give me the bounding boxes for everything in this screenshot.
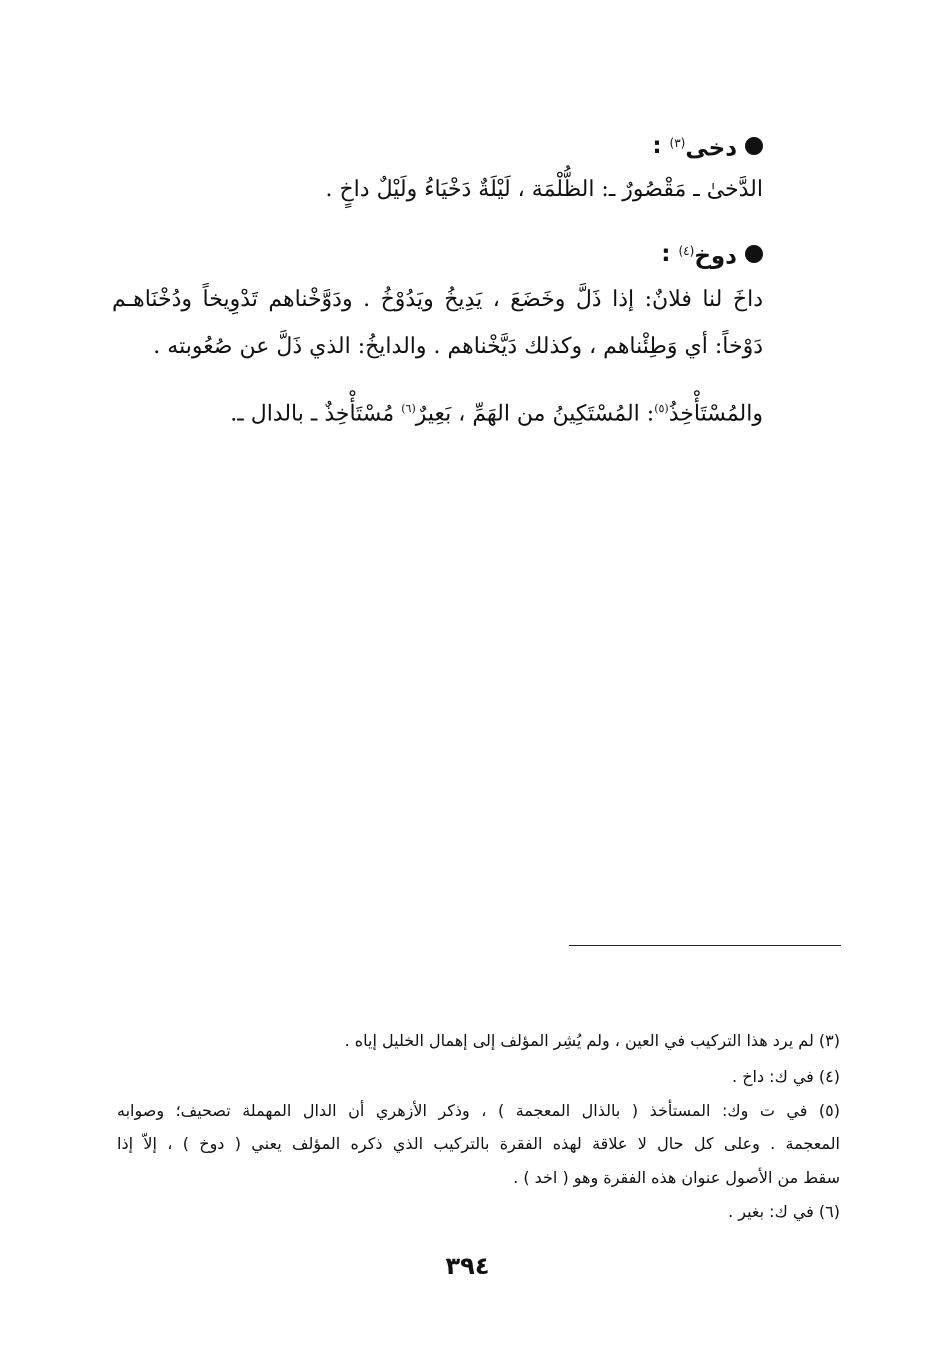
footnote: (٦) في ك: بغير . — [728, 1202, 840, 1221]
footnote-ref: (٥) — [654, 402, 669, 415]
bullet-icon — [745, 137, 763, 155]
entry-heading-dawkh — [661, 236, 763, 272]
entry-text-line: الدَّخىٰ ـ مَقْصُورٌ ـ: الظُّلْمَة ، لَيْلَةٌ دَخْيَاءُ ولَيْلٌ داخٍ . — [325, 177, 763, 202]
footnote-continuation: المعجمة . وعلى كل حال لا علاقة لهذه الفقرة بالتركيب الذي ذكره المؤلف يعني ( دوخ ) ، إلاّ إذا — [117, 1134, 840, 1153]
colon: : — [661, 240, 671, 267]
footnote-continuation: سقط من الأصول عنوان هذه الفقرة وهو ( اخد ) . — [513, 1168, 840, 1187]
entry-text-line: دَوْخاً: أي وَطِئْناهم ، وكذلك دَيَّخْناهم . والدايخُ: الذي ذَلَّ عن صُعُوبته . — [153, 334, 763, 359]
entry-text-line: والمُسْتَأْخِذُ$^{(٥)}$: المُسْتَكِينُ من الهَمِّ ، بَعِيرٌ$^{(٦)}$ مُسْتَأْخِذٌ ـ بالدال ـ. — [230, 401, 763, 427]
page-number: ٣٩٤ — [445, 1252, 490, 1280]
footnote-ref: (٣) — [669, 136, 686, 150]
footnote-ref: (٦) — [401, 402, 416, 415]
footnote-ref: (٤) — [678, 244, 695, 258]
footnote: (٤) في ك: داخ . — [732, 1067, 840, 1086]
colon: : — [652, 132, 662, 159]
footnote-divider — [569, 945, 841, 946]
footnote: (٥) في ت وك: المستأخذ ( بالذال المعجمة ) ، وذكر الأزهري أن الدال المهملة تصحيف؛ وصوابه — [117, 1101, 840, 1120]
headword: دوخ$^{(٤)}$ — [678, 243, 737, 270]
headword: دخى$^{(٣)}$ — [669, 135, 737, 162]
entry-text-line: داخَ لنا فلانٌ: إذا ذَلَّ وخَضَعَ ، يَدِيخُ ويَدُوْخُ . ودَوَّخْناهم تَدْوِيخاً ودُخْنَاهـم — [112, 287, 763, 312]
bullet-icon — [745, 245, 763, 263]
entry-heading-dakhi — [652, 128, 763, 164]
footnote: (٣) لم يرد هذا التركيب في العين ، ولم يُشِر المؤلف إلى إهمال الخليل إياه . — [344, 1031, 840, 1050]
